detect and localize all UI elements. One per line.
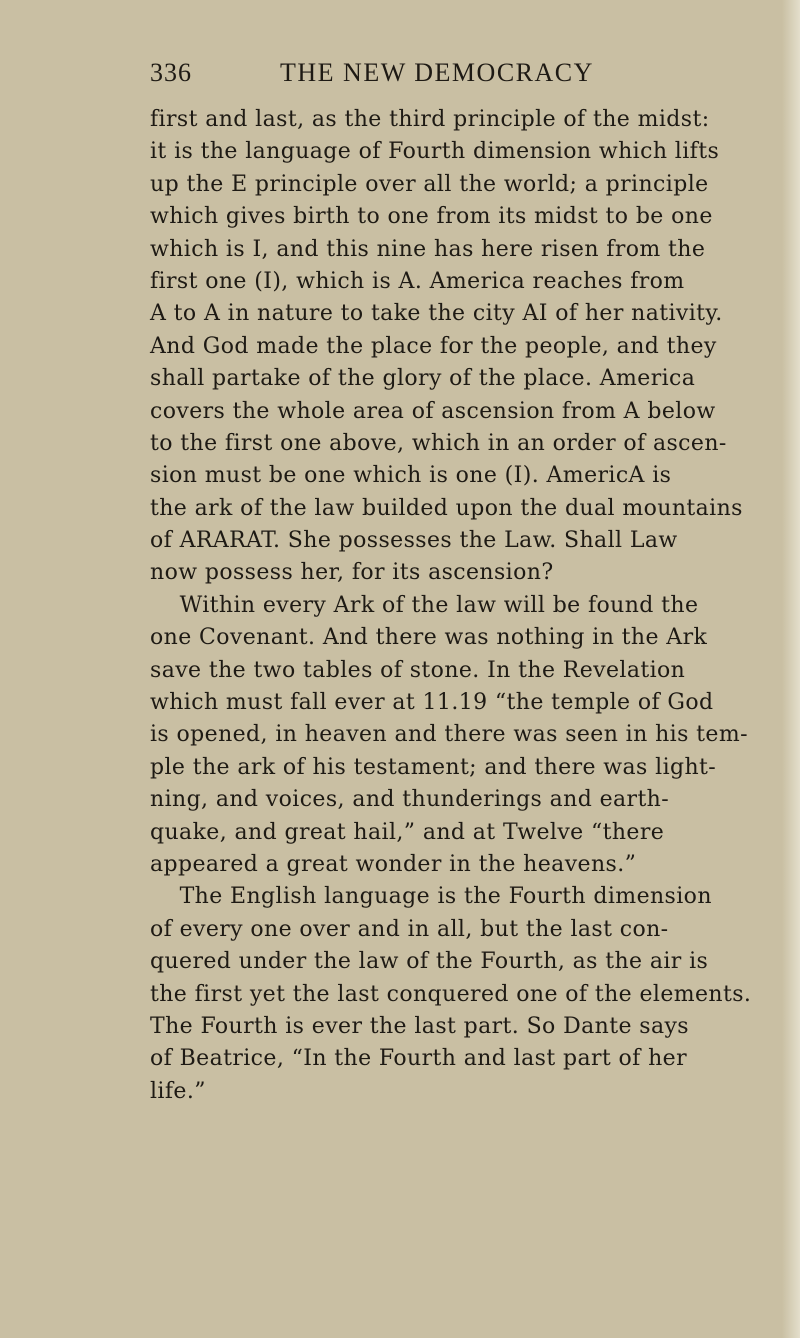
text-line: sion must be one which is one (I). AmericA is	[150, 463, 672, 489]
text-line: quered under the law of the Fourth, as the air is	[150, 949, 709, 975]
text-line: of ARARAT. She possesses the Law. Shall Law	[150, 528, 678, 554]
text-line: The Fourth is ever the last part. So Dante says	[150, 1013, 690, 1039]
text-line: ple the ark of his testament; and there was light-	[150, 754, 717, 780]
page-edge	[782, 0, 800, 1338]
text-line: of Beatrice, “In the Fourth and last part of her	[150, 1046, 687, 1072]
text-line: of every one over and in all, but the last con-	[150, 916, 669, 942]
text-line: ning, and voices, and thunderings and earth-	[150, 787, 670, 813]
text-line: Within every Ark of the law will be found the	[150, 592, 699, 618]
text-line: which is I, and this nine has here risen from the	[150, 236, 706, 262]
text-line: the ark of the law builded upon the dual mountains	[150, 495, 743, 521]
text-line: appeared a great wonder in the heavens.”	[150, 851, 637, 877]
text-line: shall partake of the glory of the place. America	[150, 366, 696, 392]
text-line: life.”	[150, 1078, 206, 1104]
page-header	[150, 58, 750, 98]
text-line: now possess her, for its ascension?	[150, 560, 554, 586]
text-line: covers the whole area of ascension from A below	[150, 398, 716, 424]
text-line: first and last, as the third principle of the midst:	[150, 107, 710, 132]
text-line: first one (I), which is A. America reaches from	[150, 268, 685, 294]
text-line: And God made the place for the people, and they	[150, 333, 717, 359]
text-line: save the two tables of stone. In the Revelation	[150, 657, 686, 683]
text-line: The English language is the Fourth dimension	[150, 884, 712, 910]
text-line: one Covenant. And there was nothing in the Ark	[150, 625, 708, 651]
text-line: up the E principle over all the world; a principle	[150, 171, 709, 197]
text-line: A to A in nature to take the city AI of her nativity.	[150, 301, 723, 327]
text-line: it is the language of Fourth dimension which lifts	[150, 139, 720, 165]
page-number: 336	[150, 58, 192, 87]
running-head: THE NEW DEMOCRACY	[280, 58, 594, 87]
text-line: which gives birth to one from its midst to be one	[150, 204, 713, 230]
text-line: which must fall ever at 11.19 “the temple of God	[150, 690, 714, 716]
text-line: the first yet the last conquered one of the elements.	[150, 981, 752, 1007]
text-line: is opened, in heaven and there was seen in his tem-	[150, 722, 748, 748]
body-text	[150, 104, 770, 1108]
text-line: to the first one above, which in an order of ascen-	[150, 430, 727, 456]
text-line: quake, and great hail,” and at Twelve “there	[150, 819, 665, 845]
